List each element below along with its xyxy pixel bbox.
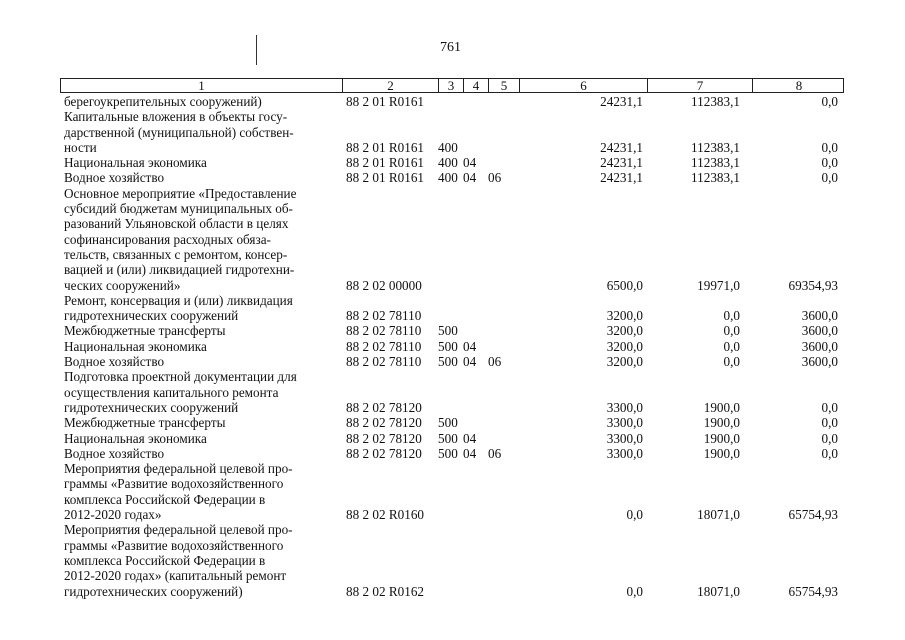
row-col-8: 65754,93 (788, 583, 838, 599)
description-line: 2012-2020 годах» (капитальный ремонт (64, 568, 287, 584)
row-code: 88 2 02 78120 (346, 430, 422, 446)
row-code: 88 2 01 R0161 (346, 94, 425, 109)
description-line: Водное хозяйство (64, 170, 165, 186)
page-number: 761 (440, 40, 461, 55)
row-description (60, 339, 342, 354)
description-line: Мероприятия федеральной целевой про- (64, 522, 293, 538)
row-col-4: 04 (463, 155, 477, 171)
row-description (60, 323, 342, 338)
row-col-8: 65754,93 (788, 507, 838, 523)
description-line: комплекса Российской Федерации в (64, 491, 266, 507)
row-col-3: 500 (438, 338, 458, 354)
row-col-6: 0,0 (626, 507, 643, 523)
row-col-8: 0,0 (821, 139, 838, 155)
row-code: 88 2 02 R0160 (346, 507, 425, 523)
row-col-6: 3300,0 (606, 430, 643, 446)
table-row (60, 293, 844, 324)
header-col-3: 3 (439, 79, 464, 92)
row-col-3: 500 (438, 430, 458, 446)
row-col-6: 3200,0 (606, 308, 643, 324)
row-code: 88 2 02 78120 (346, 445, 422, 461)
header-col-4: 4 (464, 79, 489, 92)
description-line: 2012-2020 годах» (64, 507, 162, 523)
row-col-5: 06 (488, 354, 502, 370)
row-description (60, 431, 342, 446)
row-col-7: 1900,0 (703, 445, 740, 461)
description-line: комплекса Российской Федерации в (64, 552, 266, 568)
description-line: ческих сооружений» (64, 277, 181, 293)
description-line: Основное мероприятие «Предоставление (64, 185, 297, 201)
description-line: Межбюджетные трансферты (64, 323, 226, 339)
row-col-8: 3600,0 (801, 338, 838, 354)
row-col-3: 500 (438, 323, 458, 339)
row-col-8: 0,0 (821, 430, 838, 446)
row-col-3: 400 (438, 155, 458, 171)
header-col-5: 5 (489, 79, 520, 92)
row-description (60, 170, 342, 185)
row-col-3: 400 (438, 139, 458, 155)
description-line: граммы «Развитие водохозяйственного (64, 537, 284, 553)
row-col-5: 06 (488, 170, 502, 186)
description-line: Мероприятия федеральной целевой про- (64, 461, 293, 477)
row-col-5: 06 (488, 445, 502, 461)
table-row (60, 323, 844, 338)
table-row (60, 431, 844, 446)
table-body (60, 94, 844, 599)
description-line: Подготовка проектной документации для (64, 369, 297, 385)
description-line: дарственной (муниципальной) собствен- (64, 124, 294, 140)
row-col-6: 0,0 (626, 583, 643, 599)
header-col-6: 6 (520, 79, 648, 92)
margin-mark (256, 35, 257, 65)
row-description (60, 354, 342, 369)
row-col-8: 0,0 (821, 94, 838, 109)
table-header (60, 78, 844, 93)
header-col-1: 1 (61, 79, 343, 92)
header-col-8: 8 (795, 78, 803, 93)
row-col-6: 24231,1 (600, 170, 643, 186)
table-row (60, 369, 844, 415)
row-code: 88 2 02 78110 (346, 323, 422, 339)
row-code: 88 2 01 R0161 (346, 170, 425, 186)
row-col-6: 3200,0 (606, 338, 643, 354)
row-col-3: 500 (438, 354, 458, 370)
row-code: 88 2 02 78120 (346, 415, 422, 431)
description-line: граммы «Развитие водохозяйственного (64, 476, 284, 492)
row-col-7: 19971,0 (697, 277, 740, 293)
table-row (60, 94, 844, 109)
row-col-4: 04 (463, 445, 477, 461)
row-col-7: 1900,0 (703, 430, 740, 446)
table-row (60, 339, 844, 354)
table-row (60, 415, 844, 430)
row-col-7: 112383,1 (691, 94, 740, 109)
description-line: Водное хозяйство (64, 354, 165, 370)
row-code: 88 2 02 R0162 (346, 583, 425, 599)
row-code: 88 2 01 R0161 (346, 139, 425, 155)
description-line: Водное хозяйство (64, 445, 165, 461)
description-line: тельств, связанных с ремонтом, консер- (64, 246, 288, 262)
description-line: берегоукрепительных сооружений) (64, 94, 262, 109)
row-code: 88 2 02 78110 (346, 338, 422, 354)
row-code: 88 2 01 R0161 (346, 155, 425, 171)
description-line: гидротехнических сооружений) (64, 583, 243, 599)
row-col-7: 0,0 (723, 308, 740, 324)
row-col-6: 24231,1 (600, 94, 643, 109)
row-col-8: 0,0 (821, 155, 838, 171)
row-code: 88 2 02 78110 (346, 354, 422, 370)
row-col-4: 04 (463, 170, 477, 186)
row-description (60, 109, 342, 155)
row-description (60, 186, 342, 293)
row-description (60, 293, 342, 324)
description-line: вацией и (или) ликвидацией гидротехни- (64, 262, 295, 278)
row-col-8: 0,0 (821, 170, 838, 186)
row-col-7: 1900,0 (703, 399, 740, 415)
row-description (60, 94, 342, 109)
row-col-7: 0,0 (723, 354, 740, 370)
description-line: софинансирования расходных обяза- (64, 231, 271, 247)
row-col-8: 3600,0 (801, 323, 838, 339)
table-row (60, 109, 844, 155)
row-description (60, 369, 342, 415)
header-col-7: 7 (648, 79, 753, 92)
description-line: Межбюджетные трансферты (64, 415, 226, 431)
description-line: Национальная экономика (64, 430, 207, 446)
row-col-6: 3300,0 (606, 399, 643, 415)
row-col-3: 500 (438, 445, 458, 461)
row-col-7: 112383,1 (691, 139, 740, 155)
row-col-8: 0,0 (821, 445, 838, 461)
row-description (60, 415, 342, 430)
row-col-3: 400 (438, 170, 458, 186)
description-line: осуществления капитального ремонта (64, 384, 279, 400)
table-row (60, 186, 844, 293)
row-col-6: 3300,0 (606, 445, 643, 461)
description-line: Капитальные вложения в объекты госу- (64, 109, 288, 125)
table-row (60, 354, 844, 369)
row-col-7: 0,0 (723, 323, 740, 339)
row-col-3: 500 (438, 415, 458, 431)
row-code: 88 2 02 00000 (346, 277, 422, 293)
description-line: разований Ульяновской области в целях (64, 216, 289, 232)
row-col-6: 24231,1 (600, 139, 643, 155)
table-row (60, 155, 844, 170)
row-description (60, 155, 342, 170)
row-col-4: 04 (463, 354, 477, 370)
row-col-8: 0,0 (821, 415, 838, 431)
row-description (60, 446, 342, 461)
row-col-7: 1900,0 (703, 415, 740, 431)
row-col-6: 3200,0 (606, 323, 643, 339)
table-row (60, 461, 844, 522)
description-line: Национальная экономика (64, 155, 207, 171)
description-line: Ремонт, консервация и (или) ликвидация (64, 292, 293, 308)
row-col-6: 6500,0 (606, 277, 643, 293)
row-col-7: 112383,1 (691, 155, 740, 171)
description-line: Национальная экономика (64, 338, 207, 354)
row-col-7: 18071,0 (697, 507, 740, 523)
row-col-7: 18071,0 (697, 583, 740, 599)
row-col-4: 04 (463, 338, 477, 354)
row-code: 88 2 02 78120 (346, 399, 422, 415)
row-col-6: 3300,0 (606, 415, 643, 431)
table-row (60, 446, 844, 461)
description-line: гидротехнических сооружений (64, 308, 239, 324)
row-col-7: 0,0 (723, 338, 740, 354)
description-line: гидротехнических сооружений (64, 399, 239, 415)
row-code: 88 2 02 78110 (346, 308, 422, 324)
table-row (60, 522, 844, 598)
row-col-7: 112383,1 (691, 170, 740, 186)
row-col-6: 24231,1 (600, 155, 643, 171)
row-col-8: 3600,0 (801, 354, 838, 370)
row-col-8: 0,0 (821, 399, 838, 415)
row-col-8: 3600,0 (801, 308, 838, 324)
row-col-4: 04 (463, 430, 477, 446)
table-row (60, 170, 844, 185)
description-line: субсидий бюджетам муниципальных об- (64, 201, 293, 217)
row-description (60, 522, 342, 598)
row-col-6: 3200,0 (606, 354, 643, 370)
row-col-8: 69354,93 (788, 277, 838, 293)
row-description (60, 461, 342, 522)
header-col-2: 2 (343, 79, 439, 92)
description-line: ности (64, 139, 97, 155)
